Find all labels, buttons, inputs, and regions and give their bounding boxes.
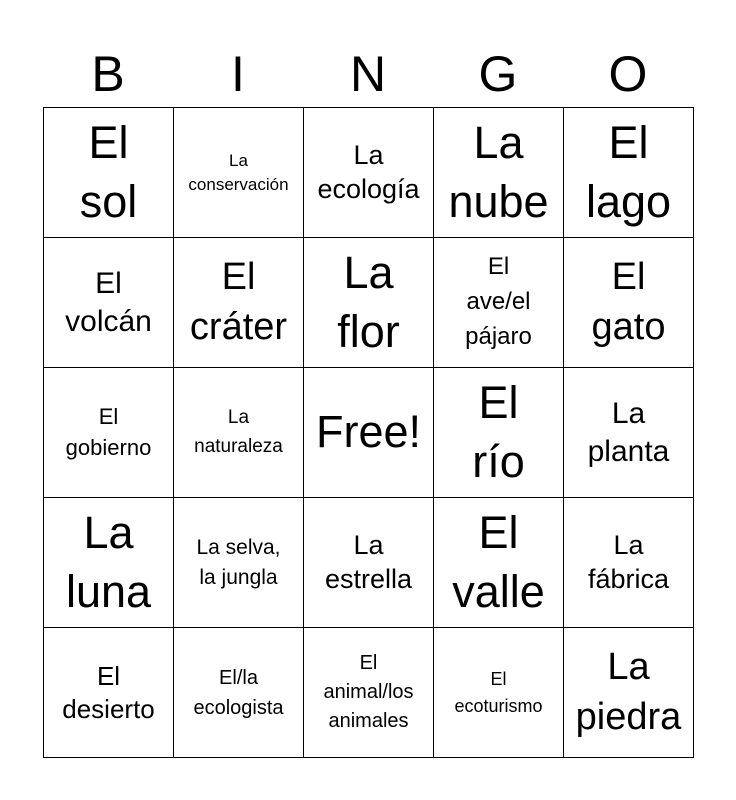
bingo-cell[interactable] xyxy=(174,368,304,498)
bingo-cell[interactable] xyxy=(564,368,694,498)
cell-text: El/la ecologista xyxy=(193,666,284,719)
cell-text: El gato xyxy=(591,256,666,348)
bingo-cell[interactable] xyxy=(174,628,304,758)
bingo-cell[interactable] xyxy=(434,368,564,498)
cell-text: La fábrica xyxy=(587,529,670,594)
cell-text: La piedra xyxy=(575,646,682,738)
bingo-cell[interactable] xyxy=(434,628,564,758)
bingo-cell[interactable] xyxy=(174,238,304,368)
bingo-cell[interactable] xyxy=(44,498,174,628)
bingo-cell[interactable] xyxy=(564,238,694,368)
bingo-cell[interactable] xyxy=(304,238,434,368)
cell-text: El lago xyxy=(585,117,672,227)
cell-text: La luna xyxy=(65,507,152,617)
header-letter-n: N xyxy=(349,46,387,102)
cell-text: La ecología xyxy=(317,139,420,204)
bingo-cell[interactable] xyxy=(304,628,434,758)
cell-text: El ave/el pájaro xyxy=(465,253,532,350)
bingo-cell[interactable] xyxy=(304,368,434,498)
cell-text: El cráter xyxy=(189,256,288,348)
bingo-cell[interactable] xyxy=(304,108,434,238)
cell-text: La estrella xyxy=(324,529,413,594)
cell-text: El volcán xyxy=(65,267,152,338)
bingo-cell[interactable] xyxy=(434,498,564,628)
cell-text: El desierto xyxy=(62,661,155,724)
header-letter-o: O xyxy=(608,46,648,102)
bingo-cell[interactable] xyxy=(304,498,434,628)
cell-text: La planta xyxy=(587,397,670,468)
cell-text: La conservación xyxy=(188,150,289,194)
bingo-cell[interactable] xyxy=(44,628,174,758)
bingo-cell[interactable] xyxy=(434,108,564,238)
bingo-cell[interactable] xyxy=(44,238,174,368)
cell-text: El animal/los animales xyxy=(323,652,414,732)
header-letter-i: I xyxy=(231,46,245,102)
bingo-cell[interactable] xyxy=(434,238,564,368)
bingo-cell[interactable] xyxy=(44,368,174,498)
bingo-cell[interactable] xyxy=(564,628,694,758)
cell-text: La flor xyxy=(337,247,400,357)
cell-text: La nube xyxy=(448,117,549,227)
header-letter-g: G xyxy=(478,46,518,102)
cell-text: El río xyxy=(472,377,525,487)
cell-text: El sol xyxy=(79,117,138,227)
cell-text: El valle xyxy=(452,507,545,617)
bingo-cell[interactable] xyxy=(564,108,694,238)
bingo-header xyxy=(43,42,693,106)
bingo-cell[interactable] xyxy=(44,108,174,238)
cell-text: El gobierno xyxy=(65,403,152,460)
header-letter-b: B xyxy=(91,46,125,102)
cell-text: El ecoturismo xyxy=(454,668,543,716)
bingo-board xyxy=(43,107,694,758)
cell-text: Free! xyxy=(315,406,422,458)
bingo-cell[interactable] xyxy=(174,498,304,628)
bingo-cell[interactable] xyxy=(564,498,694,628)
cell-text: La naturaleza xyxy=(194,407,283,457)
bingo-cell[interactable] xyxy=(174,108,304,238)
cell-text: La selva, la jungla xyxy=(196,536,281,589)
